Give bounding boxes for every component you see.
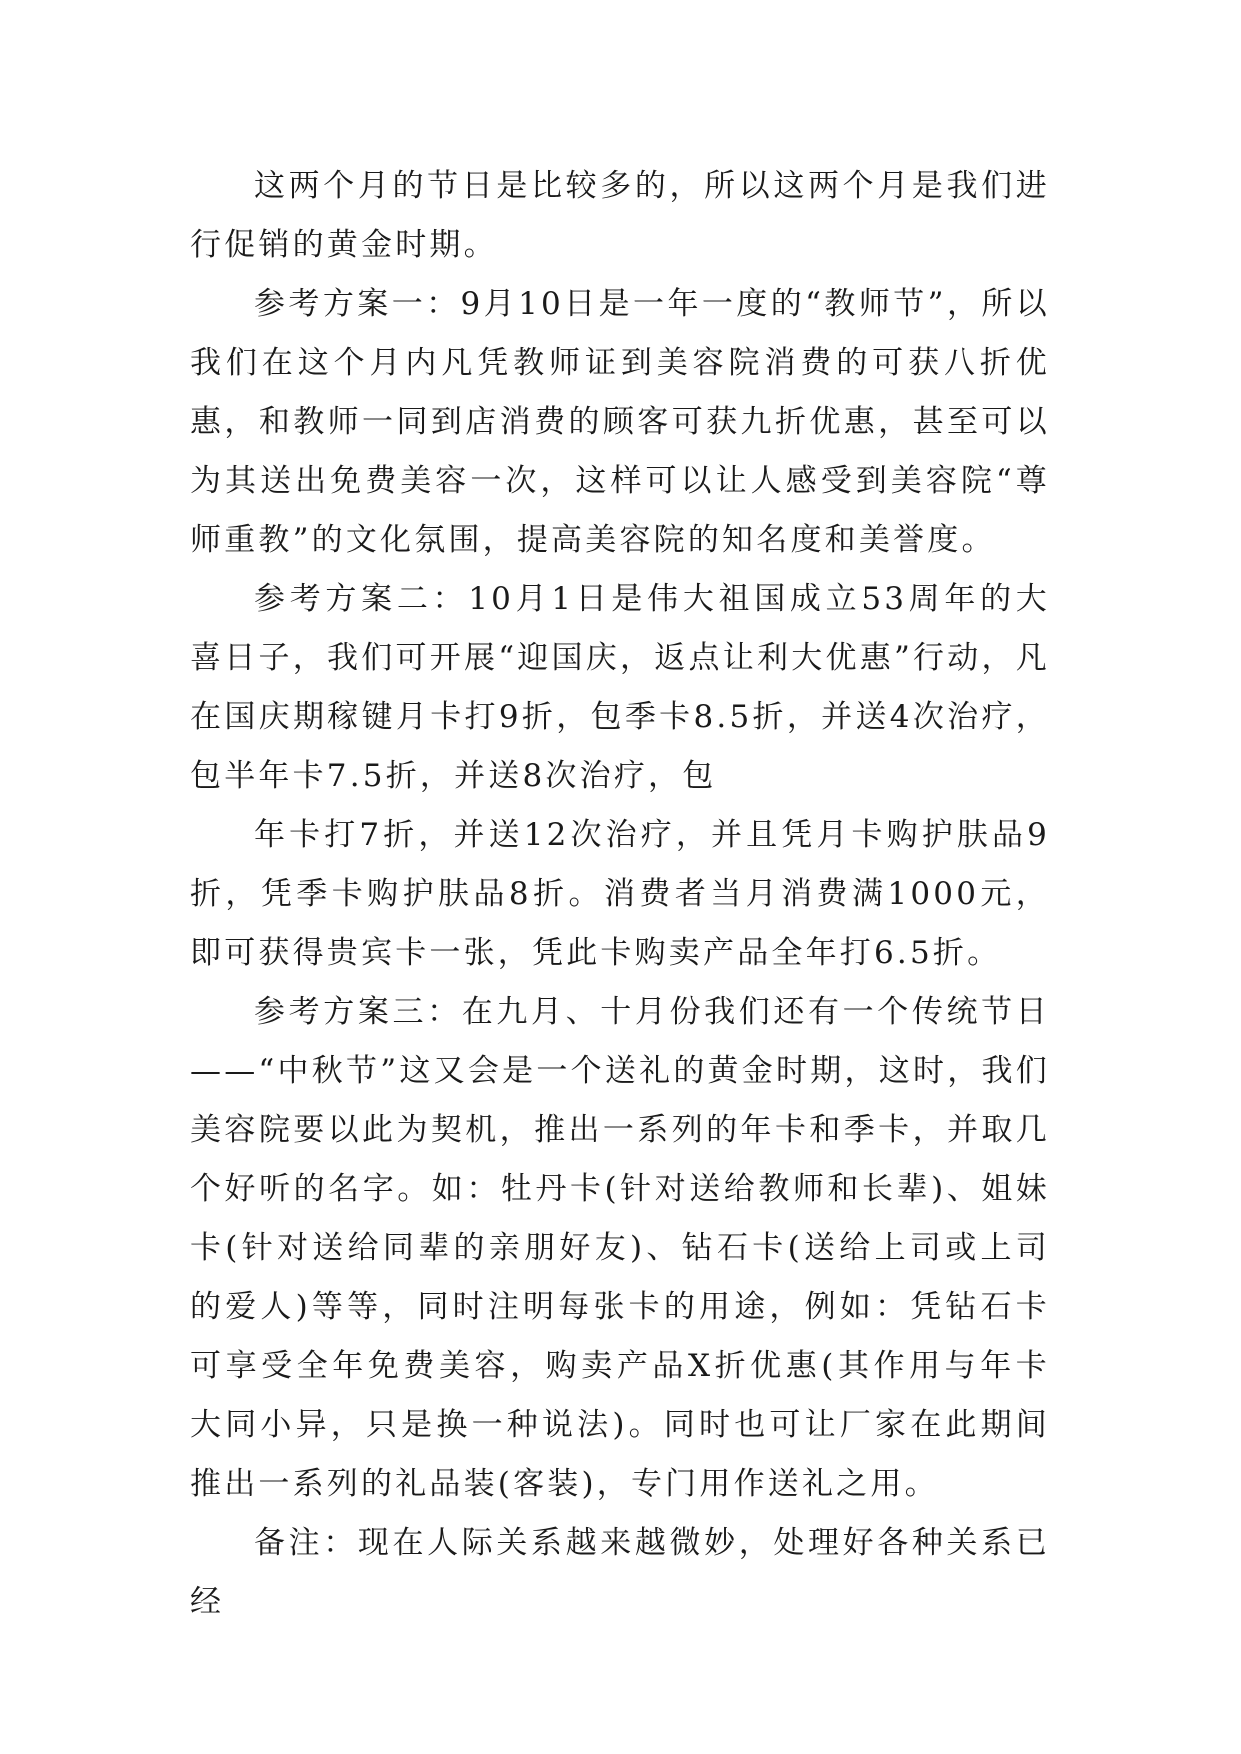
paragraph-remark: 备注：现在人际关系越来越微妙，处理好各种关系已经 [190,1525,1050,1620]
paragraph-plan-two: 参考方案二：10月1日是伟大祖国成立53周年的大喜日子，我们可开展“迎国庆，返点让利大优惠”行动，凡在国庆期稼键月卡打9折，包季卡8.5折，并送4次治疗，包半年卡7.5折，并送8次治疗，包 [190,581,1050,794]
paragraph-plan-two-continued: 年卡打7折，并送12次治疗，并且凭月卡购护肤品9折，凭季卡购护肤品8折。消费者当月消费满1000元，即可获得贵宾卡一张，凭此卡购卖产品全年打6.5折。 [190,817,1050,971]
paragraph-plan-one: 参考方案一：9月10日是一年一度的“教师节”，所以我们在这个月内凡凭教师证到美容院消费的可获八折优惠，和教师一同到店消费的顾客可获九折优惠，甚至可以为其送出免费美容一次，这样可以让人感受到美容院“尊师重教”的文化氛围，提高美容院的知名度和美誉度。 [190,286,1050,558]
document-body [190,157,1050,1632]
paragraph-plan-three: 参考方案三：在九月、十月份我们还有一个传统节日——“中秋节”这又会是一个送礼的黄金时期，这时，我们美容院要以此为契机，推出一系列的年卡和季卡，并取几个好听的名字。如：牡丹卡(针对送给教师和长辈)、姐妹卡(针对送给同辈的亲朋好友)、钻石卡(送给上司或上司的爱人)等等，同时注明每张卡的用途，例如：凭钻石卡可享受全年免费美容，购卖产品X折优惠(其作用与年卡大同小异，只是换一种说法)。同时也可让厂家在此期间推出一系列的礼品装(客装)，专门用作送礼之用。 [190,994,1050,1502]
paragraph-intro: 这两个月的节日是比较多的，所以这两个月是我们进行促销的黄金时期。 [190,168,1050,263]
